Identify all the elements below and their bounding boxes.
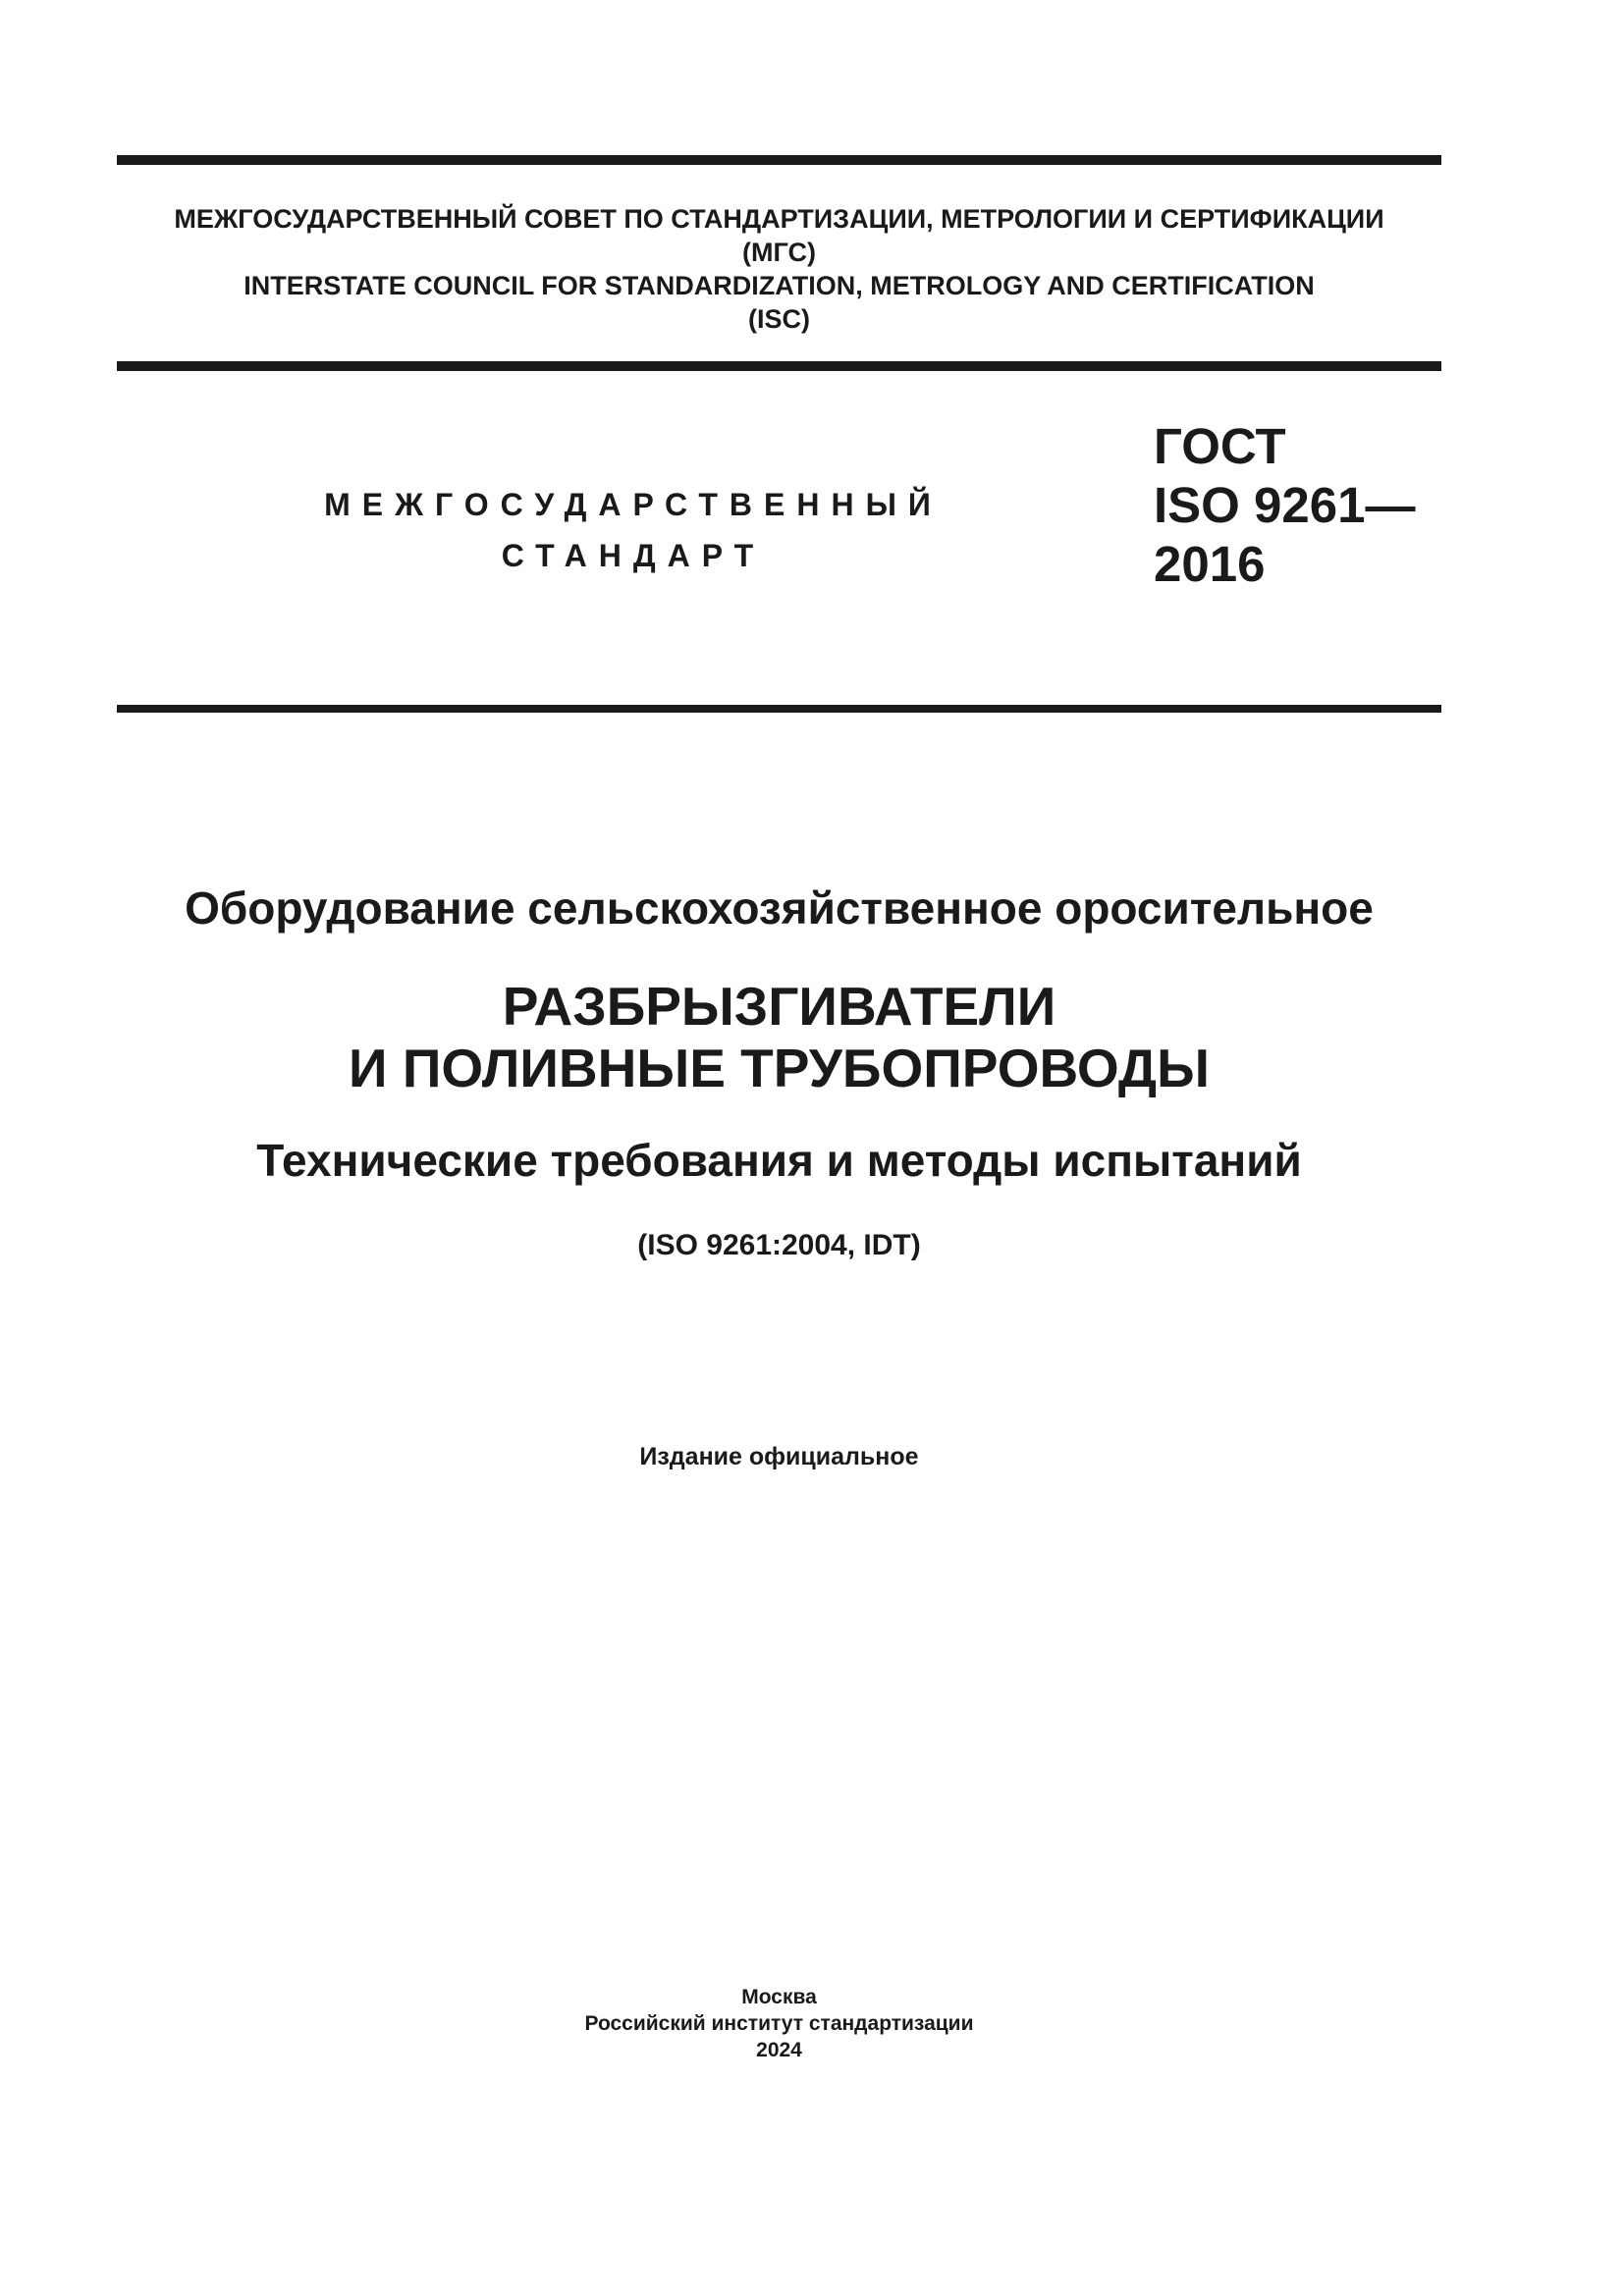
standard-type-line-1: МЕЖГОСУДАРСТВЕННЫЙ [324, 487, 943, 522]
imprint-year: 2024 [756, 2039, 802, 2061]
document-title-block [117, 879, 1441, 1265]
imprint-city: Москва [741, 1986, 817, 2008]
council-name-en: INTERSTATE COUNCIL FOR STANDARDIZATION, METROLOGY AND CERTIFICATION [244, 271, 1315, 300]
standard-type-line-2: СТАНДАРТ [501, 538, 766, 573]
title-main [117, 976, 1441, 1099]
council-abbr-en: (ISC) [748, 304, 810, 334]
designation-line-2: ISO 9261— [1154, 477, 1416, 533]
designation-divider [117, 705, 1441, 713]
title-subject: Оборудование сельскохозяйственное оросительное [185, 882, 1374, 934]
designation-line-3: 2016 [1154, 536, 1266, 592]
header-divider [117, 361, 1441, 371]
standard-type-label [295, 479, 972, 581]
council-abbr-ru: (МГС) [742, 238, 816, 267]
edition-note: Издание официальное [639, 1443, 919, 1470]
title-main-line-1: РАЗБРЫЗГИВАТЕЛИ [502, 976, 1056, 1037]
standard-designation [1154, 417, 1415, 594]
imprint-publisher: Российский институт стандартизации [584, 2012, 974, 2035]
publisher-imprint [117, 1984, 1441, 2063]
iso-reference: (ISO 9261:2004, IDT) [637, 1229, 921, 1261]
title-subtitle: Технические требования и методы испытаний [256, 1135, 1302, 1186]
title-main-line-2: И ПОЛИВНЫЕ ТРУБОПРОВОДЫ [349, 1038, 1210, 1098]
council-name-ru: МЕЖГОСУДАРСТВЕННЫЙ СОВЕТ ПО СТАНДАРТИЗАЦИИ, МЕТРОЛОГИИ И СЕРТИФИКАЦИИ [174, 204, 1384, 234]
designation-line-1: ГОСТ [1154, 418, 1286, 474]
council-header [117, 202, 1441, 336]
top-rule [117, 155, 1441, 165]
